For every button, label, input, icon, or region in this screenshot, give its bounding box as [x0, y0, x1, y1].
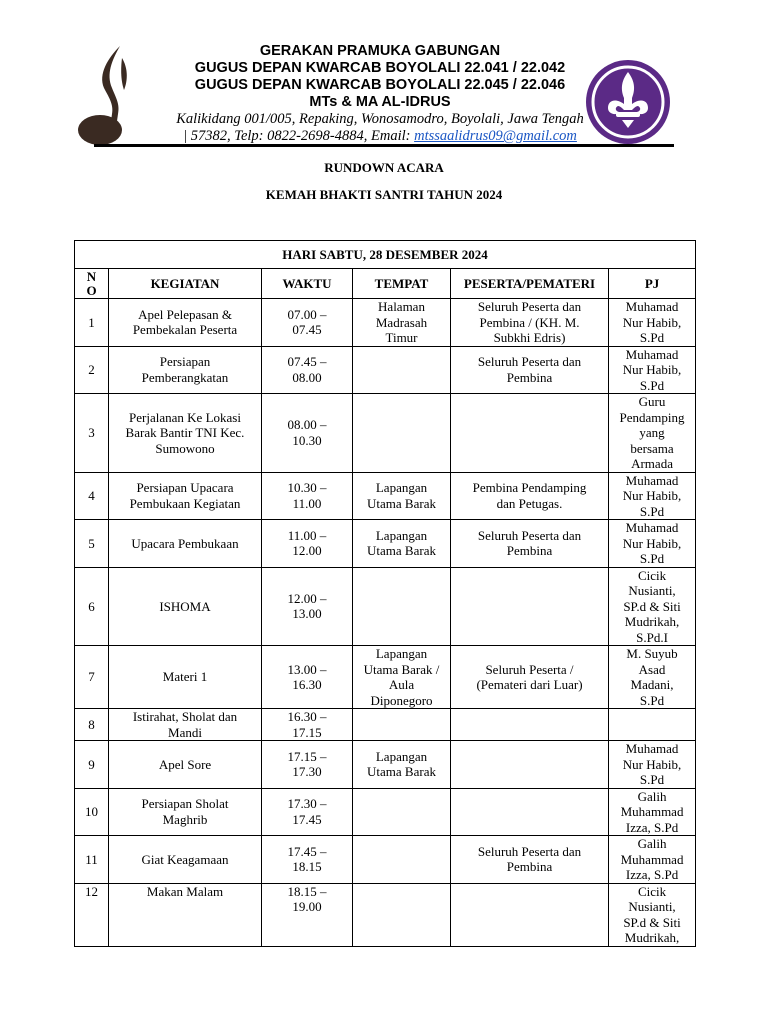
table-row — [75, 741, 696, 789]
org-line-3: GUGUS DEPAN KWARCAB BOYOLALI 22.045 / 22.046 — [194, 77, 566, 93]
address-line-2 — [150, 128, 610, 145]
cell-no: 11 — [75, 836, 109, 884]
cell-kegiatan: Makan Malam — [109, 883, 262, 946]
cell-peserta: Seluruh Peserta / (Pemateri dari Luar) — [451, 646, 609, 709]
cell-tempat — [353, 346, 451, 394]
cell-tempat: Lapangan Utama Barak / Aula Diponegoro — [353, 646, 451, 709]
cell-tempat — [353, 709, 451, 741]
cell-pj: Muhamad Nur Habib, S.Pd — [609, 520, 696, 568]
cell-tempat — [353, 836, 451, 884]
cell-kegiatan: Perjalanan Ke Lokasi Barak Bantir TNI Kec. Sumowono — [109, 394, 262, 473]
cell-kegiatan: Apel Sore — [109, 741, 262, 789]
table-row — [75, 346, 696, 394]
cell-kegiatan: ISHOMA — [109, 567, 262, 646]
cell-pj: Galih Muhammad Izza, S.Pd — [609, 788, 696, 836]
table-row — [75, 883, 696, 946]
day-heading: HARI SABTU, 28 DESEMBER 2024 — [75, 241, 696, 269]
cell-waktu: 16.30 – 17.15 — [262, 709, 353, 741]
cell-peserta — [451, 567, 609, 646]
col-header-tempat: TEMPAT — [353, 269, 451, 299]
cell-peserta: Seluruh Peserta dan Pembina — [451, 346, 609, 394]
address-contact: | 57382, Telp: 0822-2698-4884, Email: — [183, 128, 415, 144]
cell-kegiatan: Upacara Pembukaan — [109, 520, 262, 568]
day-header-row — [75, 241, 696, 269]
org-line-1: GERAKAN PRAMUKA GABUNGAN — [259, 43, 501, 59]
tunas-kelapa-icon — [76, 44, 144, 146]
cell-waktu: 11.00 – 12.00 — [262, 520, 353, 568]
email-link[interactable]: mtssaalidrus09@gmail.com — [414, 128, 577, 144]
col-header-pj: PJ — [609, 269, 696, 299]
cell-pj: Muhamad Nur Habib, S.Pd — [609, 741, 696, 789]
cell-peserta — [451, 741, 609, 789]
table-row — [75, 520, 696, 568]
document-subtitle: KEMAH BHAKTI SANTRI TAHUN 2024 — [265, 187, 503, 202]
rundown-table — [74, 240, 696, 947]
cell-pj: Muhamad Nur Habib, S.Pd — [609, 472, 696, 520]
org-line-4: MTs & MA AL-IDRUS — [309, 94, 451, 110]
col-header-peserta: PESERTA/PEMATERI — [451, 269, 609, 299]
cell-waktu: 10.30 – 11.00 — [262, 472, 353, 520]
col-header-no-text: N O — [86, 268, 97, 298]
org-line-2: GUGUS DEPAN KWARCAB BOYOLALI 22.041 / 22.042 — [194, 60, 566, 76]
table-row — [75, 567, 696, 646]
letterhead-divider — [94, 144, 674, 147]
col-header-kegiatan: KEGIATAN — [109, 269, 262, 299]
cell-no: 5 — [75, 520, 109, 568]
cell-kegiatan: Persiapan Pemberangkatan — [109, 346, 262, 394]
cell-waktu: 08.00 – 10.30 — [262, 394, 353, 473]
cell-pj — [609, 709, 696, 741]
cell-pj: Cicik Nusianti, SP.d & Siti Mudrikah, — [609, 883, 696, 946]
cell-tempat — [353, 788, 451, 836]
column-header-row — [75, 269, 696, 299]
cell-tempat — [353, 394, 451, 473]
cell-peserta — [451, 883, 609, 946]
cell-kegiatan: Persiapan Upacara Pembukaan Kegiatan — [109, 472, 262, 520]
cell-no: 7 — [75, 646, 109, 709]
cell-waktu: 07.00 – 07.45 — [262, 299, 353, 347]
table-row — [75, 394, 696, 473]
cell-waktu: 17.45 – 18.15 — [262, 836, 353, 884]
cell-no: 1 — [75, 299, 109, 347]
col-header-waktu: WAKTU — [262, 269, 353, 299]
cell-pj: Galih Muhammad Izza, S.Pd — [609, 836, 696, 884]
table-row — [75, 472, 696, 520]
document-title: RUNDOWN ACARA — [324, 160, 444, 175]
cell-peserta — [451, 394, 609, 473]
cell-kegiatan: Materi 1 — [109, 646, 262, 709]
cell-tempat: Lapangan Utama Barak — [353, 520, 451, 568]
cell-waktu: 17.15 – 17.30 — [262, 741, 353, 789]
cell-kegiatan: Istirahat, Sholat dan Mandi — [109, 709, 262, 741]
cell-no: 3 — [75, 394, 109, 473]
cell-pj: M. Suyub Asad Madani, S.Pd — [609, 646, 696, 709]
cell-no: 4 — [75, 472, 109, 520]
cell-peserta — [451, 709, 609, 741]
cell-pj: Guru Pendamping yang bersama Armada — [609, 394, 696, 473]
cell-peserta: Seluruh Peserta dan Pembina — [451, 520, 609, 568]
cell-tempat: Halaman Madrasah Timur — [353, 299, 451, 347]
cell-peserta — [451, 788, 609, 836]
table-row — [75, 788, 696, 836]
wosm-fleur-de-lis-icon — [584, 58, 672, 146]
cell-no: 9 — [75, 741, 109, 789]
col-header-no — [75, 269, 109, 299]
letterhead-text — [150, 43, 610, 145]
cell-tempat: Lapangan Utama Barak — [353, 472, 451, 520]
cell-pj: Cicik Nusianti, SP.d & Siti Mudrikah, S.Pd.I — [609, 567, 696, 646]
cell-tempat: Lapangan Utama Barak — [353, 741, 451, 789]
cell-no: 6 — [75, 567, 109, 646]
table-row — [75, 646, 696, 709]
cell-waktu: 13.00 – 16.30 — [262, 646, 353, 709]
cell-no: 8 — [75, 709, 109, 741]
cell-kegiatan: Persiapan Sholat Maghrib — [109, 788, 262, 836]
cell-no: 12 — [75, 883, 109, 946]
cell-pj: Muhamad Nur Habib, S.Pd — [609, 299, 696, 347]
letterhead — [0, 0, 768, 152]
table-row — [75, 709, 696, 741]
cell-pj: Muhamad Nur Habib, S.Pd — [609, 346, 696, 394]
cell-waktu: 12.00 – 13.00 — [262, 567, 353, 646]
cell-peserta: Pembina Pendamping dan Petugas. — [451, 472, 609, 520]
cell-peserta: Seluruh Peserta dan Pembina / (KH. M. Subkhi Edris) — [451, 299, 609, 347]
cell-kegiatan: Apel Pelepasan & Pembekalan Peserta — [109, 299, 262, 347]
cell-peserta: Seluruh Peserta dan Pembina — [451, 836, 609, 884]
cell-tempat — [353, 883, 451, 946]
cell-waktu: 17.30 – 17.45 — [262, 788, 353, 836]
table-row — [75, 836, 696, 884]
cell-tempat — [353, 567, 451, 646]
cell-no: 2 — [75, 346, 109, 394]
cell-kegiatan: Giat Keagamaan — [109, 836, 262, 884]
cell-waktu: 18.15 – 19.00 — [262, 883, 353, 946]
cell-waktu: 07.45 – 08.00 — [262, 346, 353, 394]
address-line-1: Kalikidang 001/005, Repaking, Wonosamodro, Boyolali, Jawa Tengah — [176, 111, 584, 127]
cell-no: 10 — [75, 788, 109, 836]
table-row — [75, 299, 696, 347]
